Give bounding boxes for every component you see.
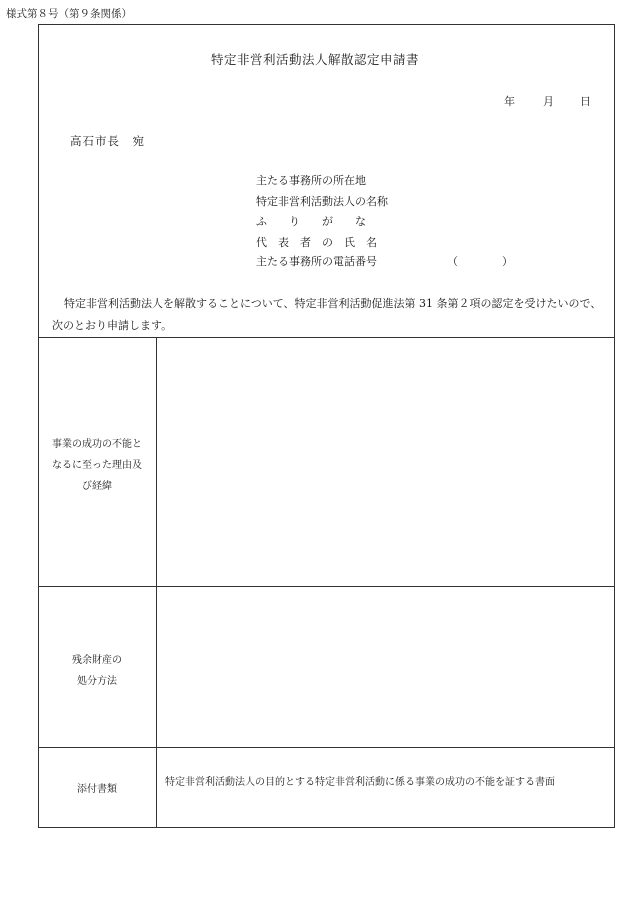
document-title: 特定非営利活動法人解散認定申請書 xyxy=(210,52,419,67)
furigana-field xyxy=(256,213,366,229)
attachments-label: 添付書類 xyxy=(77,784,117,795)
table-row-divider-2 xyxy=(38,747,615,748)
date-year-label: 年 xyxy=(504,95,515,108)
corporation-name-label: 特定非営利活動法人の名称 xyxy=(256,195,388,208)
table-row-divider-1 xyxy=(38,586,615,587)
office-phone-field xyxy=(256,253,377,269)
table-column-divider xyxy=(156,337,157,827)
office-address-label: 主たる事務所の所在地 xyxy=(256,174,366,187)
addressee: 高石市長 宛 xyxy=(70,134,145,148)
form-number: 様式第８号（第９条関係） xyxy=(6,8,132,20)
reason-label: 事業の成功の不能となるに至った理由及び経緯 xyxy=(52,439,142,492)
corporation-name-field xyxy=(256,193,388,209)
assets-disposal-label: 残余財産の処分方法 xyxy=(72,655,122,687)
date-day-label: 日 xyxy=(580,95,591,108)
office-phone-value: （ ） xyxy=(447,255,513,268)
representative-name-field xyxy=(256,234,377,250)
attachments-value: 特定非営利活動法人の目的とする特定非営利活動に係る事業の成功の不能を証する書面 xyxy=(165,777,555,788)
office-address-field xyxy=(256,172,366,188)
furigana-label: ふ り が な xyxy=(256,215,366,228)
office-phone-label: 主たる事務所の電話番号 xyxy=(256,255,377,268)
representative-name-label: 代 表 者 の 氏 名 xyxy=(256,236,377,249)
date-month-label: 月 xyxy=(543,95,554,108)
application-statement: 特定非営利活動法人を解散することについて、特定非営利活動促進法第 31 条第２項の認定を受けたいので、次のとおり申請します。 xyxy=(52,297,602,332)
table-top-rule xyxy=(38,337,615,338)
